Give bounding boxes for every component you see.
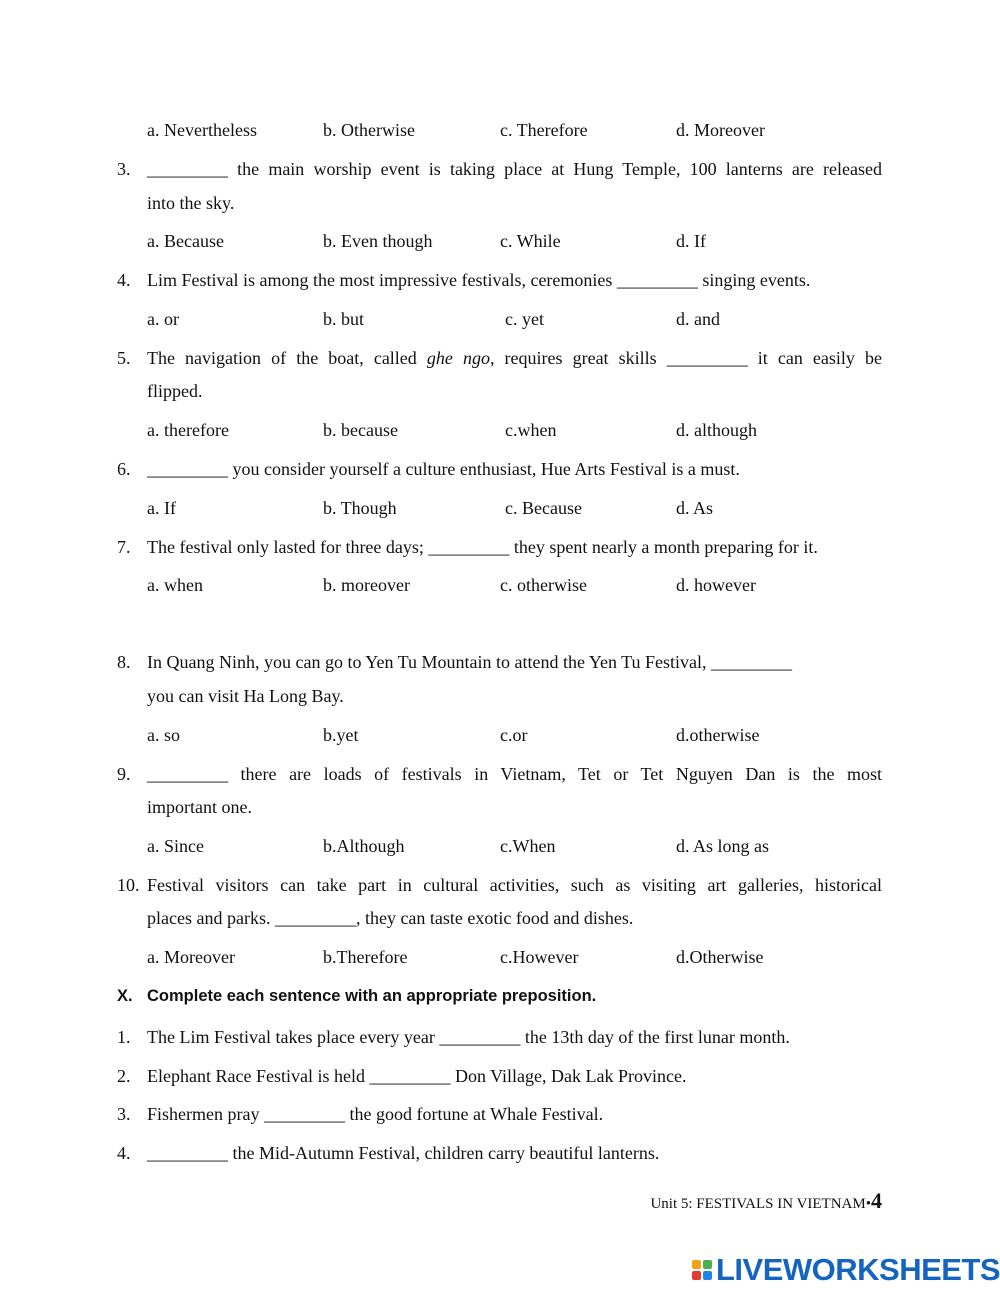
q2-option-a: a. Nevertheless [147,120,257,140]
x2-number: 2. [117,1066,131,1086]
q3-text-line2: into the sky. [147,193,235,213]
q2-option-b: b. Otherwise [323,120,415,140]
x4-number: 4. [117,1143,131,1163]
q5-option-b: b. because [323,420,398,440]
q4-option-c: c. yet [505,309,544,329]
q9-option-a: a. Since [147,836,204,856]
q8-text-line2: you can visit Ha Long Bay. [147,686,344,706]
q4-option-b: b. but [323,309,365,329]
footer-unit: Unit 5: FESTIVALS IN VIETNAM [650,1196,866,1212]
q5-number: 5. [117,348,131,368]
logo-square-4 [703,1271,712,1280]
q6-option-a: a. If [147,498,176,518]
logo-square-1 [692,1260,701,1269]
q5-option-c: c.when [505,420,557,440]
q8-option-d: d.otherwise [676,725,760,745]
q9-option-d: d. As long as [676,836,770,856]
q9-option-c: c.When [500,836,556,856]
q6-option-b: b. Though [323,498,397,518]
logo-square-3 [692,1271,701,1280]
q3-text-line1: _________ the main worship event is taking place at Hung Temple, 100 lanterns are released [147,159,882,179]
page-footer [650,1188,882,1217]
q2-option-c: c. Therefore [500,120,588,140]
x3-number: 3. [117,1104,131,1124]
q5-text-line1 [147,347,882,369]
q8-text-line1: In Quang Ninh, you can go to Yen Tu Mountain to attend the Yen Tu Festival, _________ [147,652,793,672]
q7-number: 7. [117,537,131,557]
section-x-title: Complete each sentence with an appropriate preposition. [147,987,597,1005]
q6-option-d: d. As [676,498,714,518]
q6-number: 6. [117,459,131,479]
q10-option-c: c.However [500,947,579,967]
q10-text-line2: places and parks. _________, they can taste exotic food and dishes. [147,908,634,928]
q9-text-line2: important one. [147,797,252,817]
q5-text-pre: The navigation of the boat, called [147,348,427,368]
x1-text: The Lim Festival takes place every year _________ the 13th day of the first lunar month. [147,1027,790,1047]
q5-text-post: , requires great skills _________ it can easily be [489,348,882,368]
q7-option-d: d. however [676,575,756,595]
q10-text-line1: Festival visitors can take part in cultural activities, such as visiting art galleries, historical [147,875,882,895]
q9-option-b: b.Although [323,836,405,856]
q7-option-b: b. moreover [323,575,410,595]
x1-number: 1. [117,1027,131,1047]
q5-option-a: a. therefore [147,420,229,440]
q9-text-line1: _________ there are loads of festivals in Vietnam, Tet or Tet Nguyen Dan is the most [147,764,882,784]
q6-option-c: c. Because [505,498,582,518]
x2-text: Elephant Race Festival is held _________ Don Village, Dak Lak Province. [147,1066,687,1086]
q3-number: 3. [117,159,131,179]
q3-option-a: a. Because [147,231,224,251]
x3-text: Fishermen pray _________ the good fortune at Whale Festival. [147,1104,604,1124]
page-number: 4 [871,1188,882,1213]
x4-text: _________ the Mid-Autumn Festival, children carry beautiful lanterns. [147,1143,660,1163]
q10-option-d: d.Otherwise [676,947,764,967]
section-x-label: X. [117,987,133,1005]
q7-option-c: c. otherwise [500,575,587,595]
logo-square-2 [703,1260,712,1269]
q6-text-line1: _________ you consider yourself a culture enthusiast, Hue Arts Festival is a must. [147,459,740,479]
q3-option-c: c. While [500,231,561,251]
q8-option-c: c.or [500,725,528,745]
q5-text-italic: ghe ngo [426,348,490,368]
q9-number: 9. [117,764,131,784]
q4-text-line1: Lim Festival is among the most impressive festivals, ceremonies _________ singing events. [147,270,811,290]
q8-number: 8. [117,652,131,672]
q4-option-d: d. and [676,309,720,329]
section-x-heading [117,985,596,1007]
q8-option-a: a. so [147,725,180,745]
q3-option-d: d. If [676,231,706,251]
q7-option-a: a. when [147,575,203,595]
footer-bullet: • [865,1196,871,1212]
q3-option-b: b. Even though [323,231,433,251]
q10-number: 10. [117,875,140,895]
logo-mark-icon [692,1260,712,1280]
q4-option-a: a. or [147,309,179,329]
q10-option-a: a. Moreover [147,947,235,967]
q7-text-line1: The festival only lasted for three days; _________ they spent nearly a month preparing for it. [147,537,818,557]
q5-option-d: d. although [676,420,757,440]
logo-text: LIVEWORKSHEETS [716,1252,1000,1287]
liveworksheets-logo[interactable] [692,1252,1000,1287]
q8-option-b: b.yet [323,725,359,745]
q5-text-line2: flipped. [147,381,203,401]
q2-option-d: d. Moreover [676,120,765,140]
q4-number: 4. [117,270,131,290]
q10-option-b: b.Therefore [323,947,408,967]
